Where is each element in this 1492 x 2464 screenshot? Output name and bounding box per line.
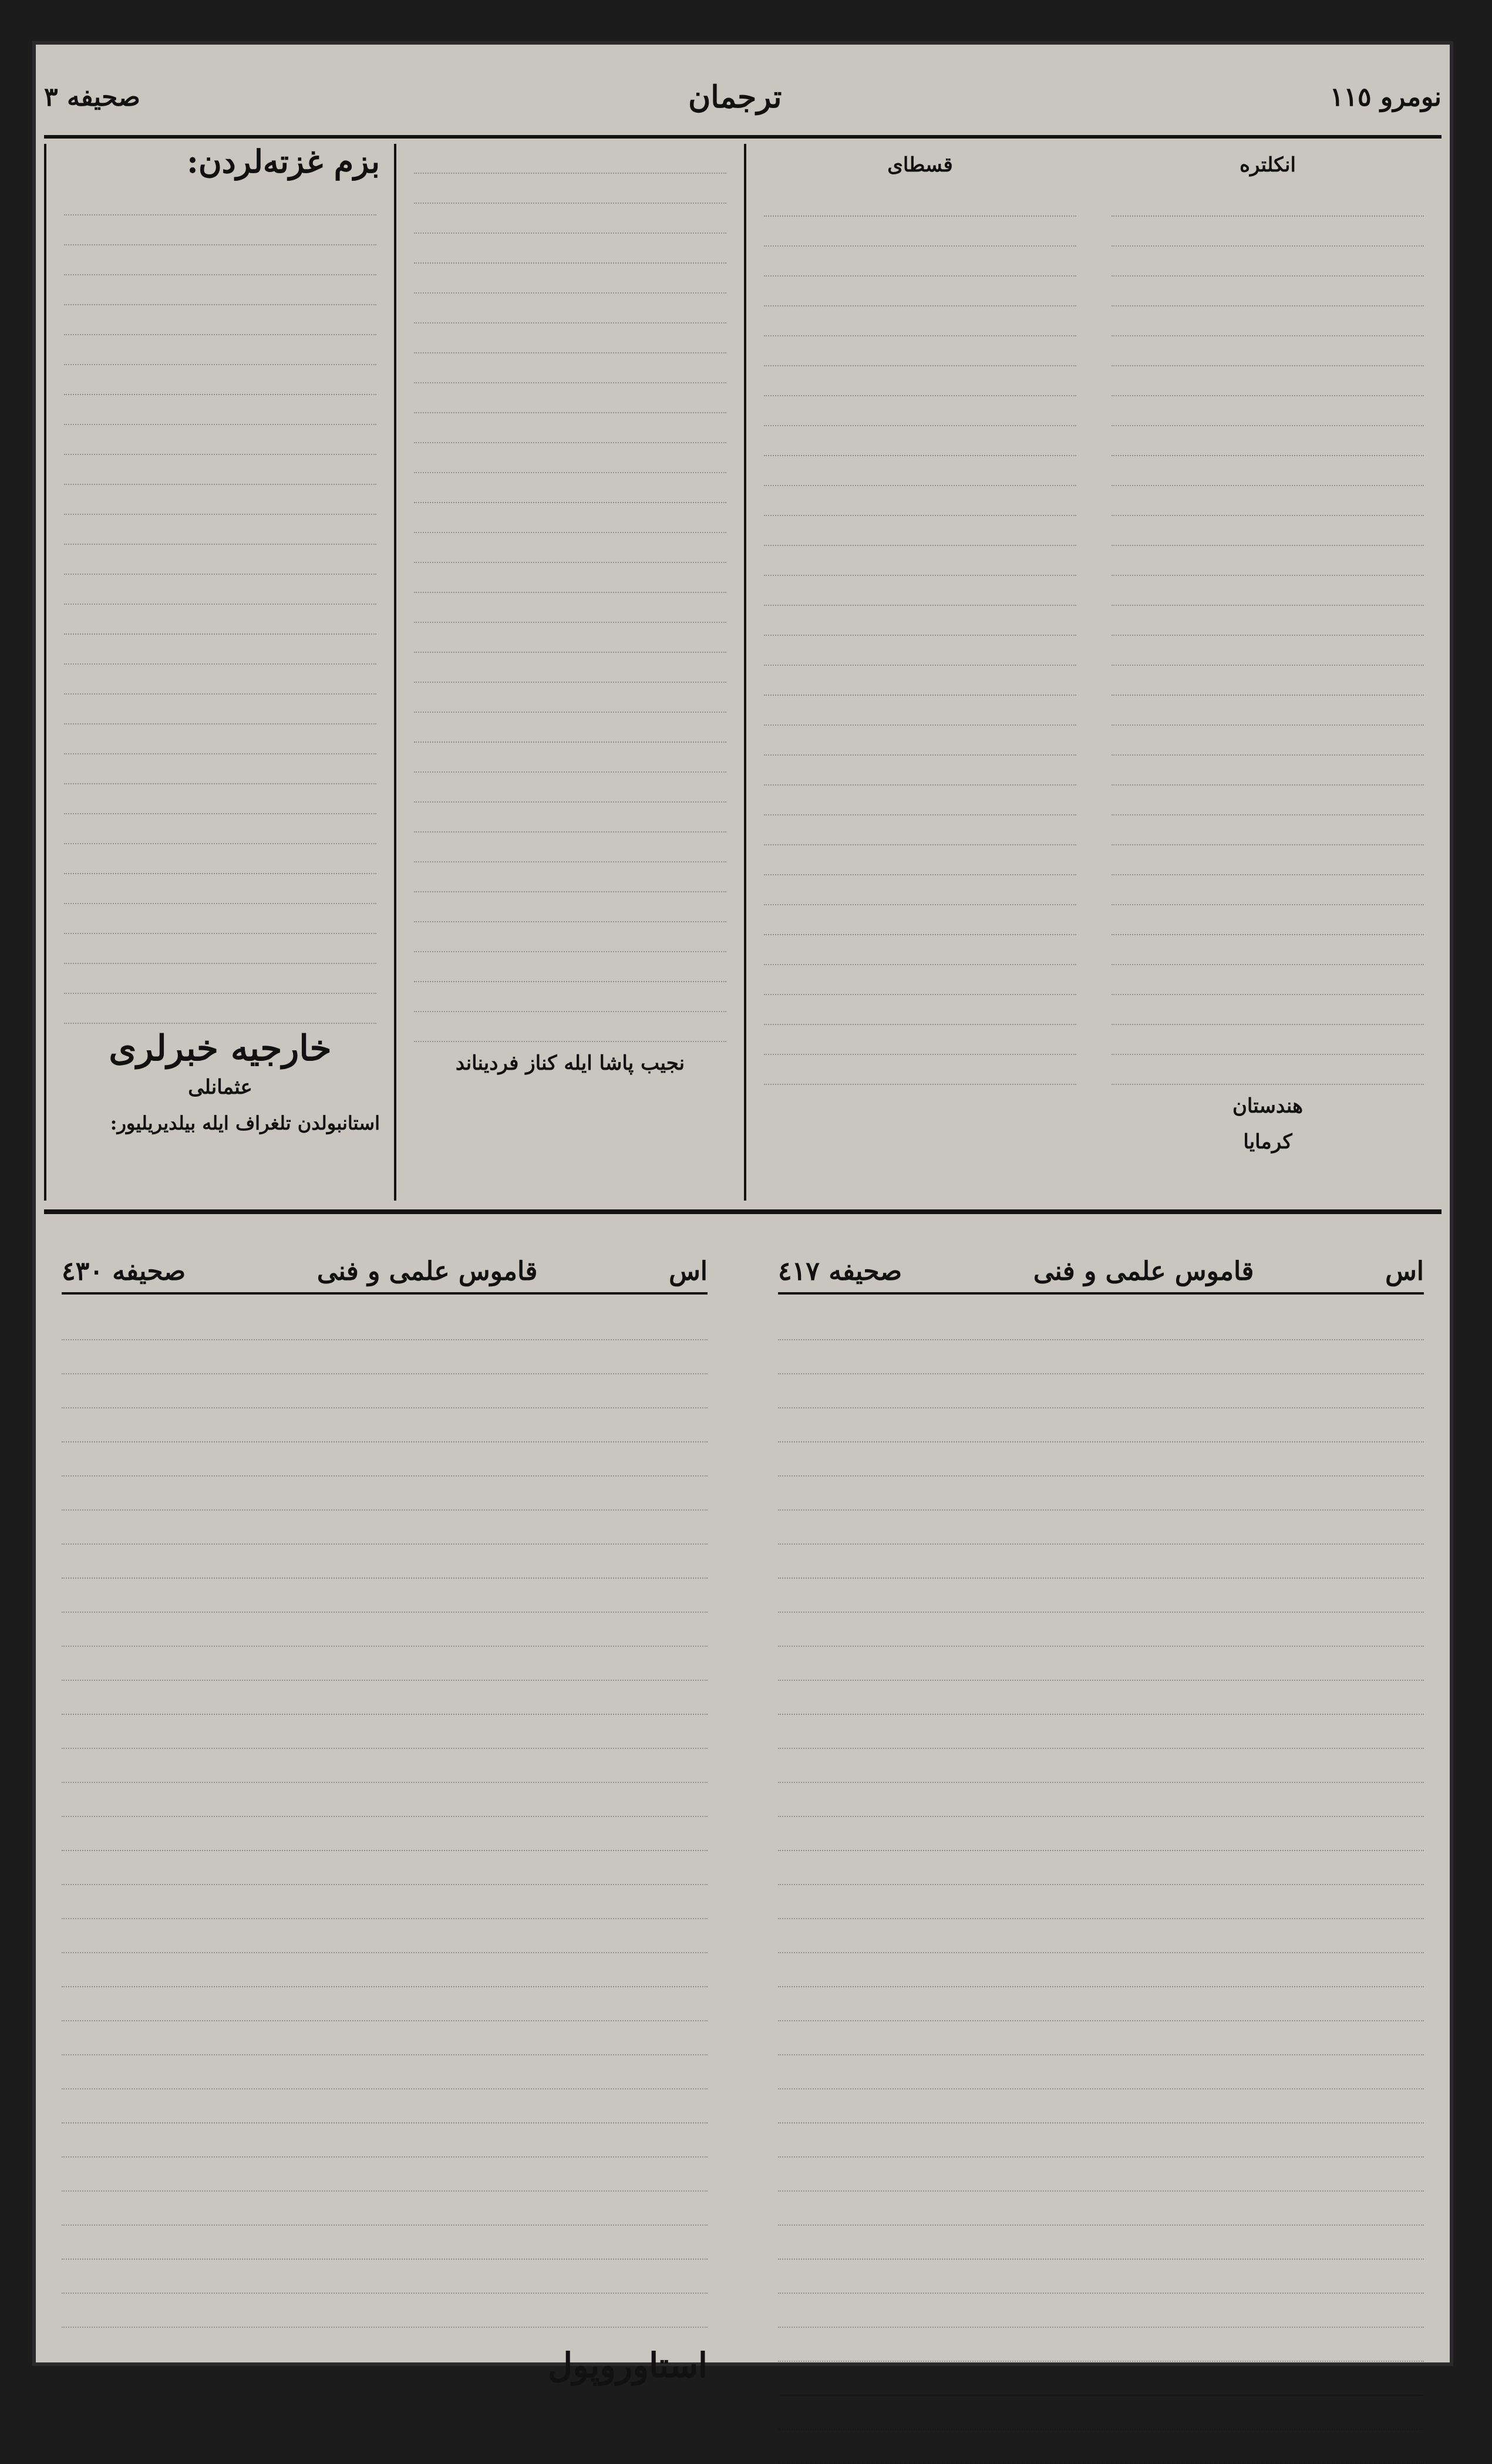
text-line xyxy=(62,2089,708,2123)
encyclopedia-header xyxy=(62,1256,708,1295)
text-line xyxy=(62,1987,708,2021)
text-line xyxy=(778,2158,1424,2192)
text-line xyxy=(778,2260,1424,2294)
newspaper-page xyxy=(32,41,1453,2385)
text-line xyxy=(1112,606,1424,636)
text-line xyxy=(414,803,726,832)
text-line xyxy=(778,1749,1424,1783)
text-line xyxy=(64,575,376,605)
text-line xyxy=(1112,366,1424,396)
text-line xyxy=(64,814,376,844)
bottom-pages xyxy=(44,1256,1442,2385)
foreign-news-title: خارجيه خبرلری xyxy=(109,1028,332,1069)
text-line xyxy=(1112,666,1424,696)
text-line xyxy=(1112,1025,1424,1055)
text-line xyxy=(414,413,726,443)
text-line xyxy=(62,2055,708,2089)
text-line xyxy=(1112,217,1424,247)
column-2 xyxy=(394,144,744,1201)
entry-subhead: استاوروپول xyxy=(547,2345,708,2385)
text-line xyxy=(414,563,726,593)
text-line xyxy=(1112,277,1424,306)
text-line xyxy=(764,306,1076,336)
text-line xyxy=(1112,546,1424,576)
text-line xyxy=(1112,187,1424,217)
text-line xyxy=(62,1579,708,1613)
column-1-body xyxy=(60,186,380,1024)
top-columns xyxy=(44,144,1442,1201)
text-line xyxy=(414,922,726,952)
text-line xyxy=(64,455,376,485)
text-line xyxy=(764,486,1076,516)
text-line xyxy=(764,546,1076,576)
text-line xyxy=(62,1408,708,1442)
text-line xyxy=(764,426,1076,456)
text-line xyxy=(414,862,726,892)
encyclopedia-body xyxy=(62,1306,708,2328)
text-line xyxy=(414,533,726,563)
text-line xyxy=(1112,636,1424,666)
text-line xyxy=(64,305,376,335)
text-line xyxy=(62,1749,708,1783)
text-line xyxy=(764,726,1076,756)
text-line xyxy=(778,1374,1424,1408)
text-line xyxy=(64,754,376,784)
text-line xyxy=(778,2226,1424,2260)
text-line xyxy=(62,1851,708,1885)
text-line xyxy=(764,456,1076,486)
text-line xyxy=(62,1817,708,1851)
text-line xyxy=(1112,576,1424,606)
encyclopedia-title: قاموس علمى و فنى xyxy=(1033,1256,1254,1286)
text-line xyxy=(1112,516,1424,546)
text-line xyxy=(764,217,1076,247)
text-line xyxy=(64,485,376,515)
text-line xyxy=(414,443,726,473)
entry-letters: اس xyxy=(1385,1256,1424,1286)
text-line xyxy=(778,1817,1424,1851)
section-crimea: كرمايا xyxy=(1243,1130,1292,1154)
encyclopedia-body xyxy=(778,1306,1424,2464)
text-line xyxy=(778,1647,1424,1681)
column-1 xyxy=(44,144,394,1201)
text-line xyxy=(1112,756,1424,786)
text-line xyxy=(778,1579,1424,1613)
text-line xyxy=(1112,815,1424,845)
text-line xyxy=(64,964,376,994)
encyclopedia-page-430 xyxy=(44,1256,725,2385)
text-line xyxy=(778,2192,1424,2226)
text-line xyxy=(62,1306,708,1340)
encyclopedia-page-417 xyxy=(760,1256,1442,2354)
text-line xyxy=(1112,965,1424,995)
text-line xyxy=(1112,336,1424,366)
text-line xyxy=(778,1340,1424,1374)
text-line xyxy=(64,425,376,455)
text-line xyxy=(1112,935,1424,965)
text-line xyxy=(778,1953,1424,1987)
text-line xyxy=(62,1545,708,1579)
news-head: نجيب پاشا ايله كناز فرديناند xyxy=(455,1051,685,1075)
text-line xyxy=(62,1511,708,1545)
telegraph-line: استانبولدن تلغراف ايله بيلديريليور: xyxy=(110,1112,380,1134)
text-line xyxy=(414,982,726,1012)
text-line xyxy=(414,144,726,174)
text-line xyxy=(778,1613,1424,1647)
text-line xyxy=(414,294,726,323)
text-line xyxy=(414,623,726,653)
text-line xyxy=(1112,845,1424,875)
text-line xyxy=(1112,905,1424,935)
text-line xyxy=(1112,486,1424,516)
text-line xyxy=(64,515,376,545)
text-line xyxy=(64,395,376,425)
text-line xyxy=(1112,396,1424,426)
text-line xyxy=(64,215,376,245)
newspaper-title: ترجمان xyxy=(688,79,782,115)
text-line xyxy=(414,473,726,503)
text-line xyxy=(764,756,1076,786)
text-line xyxy=(764,606,1076,636)
section-england: انكلتره xyxy=(1240,153,1296,177)
text-line xyxy=(64,934,376,964)
column-3 xyxy=(744,144,1094,1201)
text-line xyxy=(778,1511,1424,1545)
text-line xyxy=(778,2430,1424,2464)
header-rule xyxy=(44,135,1442,139)
ottoman-subhead: عثمانلی xyxy=(188,1076,252,1099)
text-line xyxy=(64,665,376,695)
text-line xyxy=(414,204,726,234)
text-line xyxy=(764,875,1076,905)
text-line xyxy=(414,832,726,862)
text-line xyxy=(778,2089,1424,2123)
text-line xyxy=(62,1919,708,1953)
text-line xyxy=(414,952,726,982)
text-line xyxy=(62,1613,708,1647)
text-line xyxy=(62,2158,708,2192)
encyclopedia-header xyxy=(778,1256,1424,1295)
text-line xyxy=(778,1306,1424,1340)
text-line xyxy=(764,247,1076,277)
text-line xyxy=(778,2294,1424,2328)
text-line xyxy=(1112,1055,1424,1085)
text-line xyxy=(64,724,376,754)
text-line xyxy=(414,383,726,413)
text-line xyxy=(64,784,376,814)
text-line xyxy=(62,2123,708,2158)
encyclopedia-page-number: صحيفه ٤١٧ xyxy=(778,1256,902,1286)
entry-letters: اس xyxy=(669,1256,708,1286)
text-line xyxy=(778,1885,1424,1919)
encyclopedia-title: قاموس علمى و فنى xyxy=(316,1256,538,1286)
text-line xyxy=(778,1442,1424,1477)
text-line xyxy=(778,2362,1424,2396)
column-title: بزم غزته‌لردن: xyxy=(187,144,380,180)
text-line xyxy=(764,516,1076,546)
text-line xyxy=(64,186,376,215)
text-line xyxy=(1112,306,1424,336)
section-head: قسطای xyxy=(887,153,953,177)
text-line xyxy=(62,2192,708,2226)
text-line xyxy=(64,605,376,635)
text-line xyxy=(1112,875,1424,905)
text-line xyxy=(64,275,376,305)
text-line xyxy=(414,713,726,743)
text-line xyxy=(764,905,1076,935)
text-line xyxy=(414,593,726,623)
text-line xyxy=(778,2055,1424,2089)
text-line xyxy=(64,695,376,724)
fold-rule xyxy=(44,1209,1442,1214)
text-line xyxy=(64,904,376,934)
text-line xyxy=(764,935,1076,965)
text-line xyxy=(414,743,726,773)
text-line xyxy=(1112,726,1424,756)
text-line xyxy=(778,1715,1424,1749)
text-line xyxy=(414,174,726,204)
text-line xyxy=(764,786,1076,815)
text-line xyxy=(64,545,376,575)
text-line xyxy=(764,965,1076,995)
text-line xyxy=(64,844,376,874)
text-line xyxy=(62,1715,708,1749)
text-line xyxy=(778,1783,1424,1817)
text-line xyxy=(62,1442,708,1477)
text-line xyxy=(1112,247,1424,277)
text-line xyxy=(764,995,1076,1025)
text-line xyxy=(414,264,726,294)
text-line xyxy=(414,234,726,264)
text-line xyxy=(62,1647,708,1681)
text-line xyxy=(764,1055,1076,1085)
text-line xyxy=(1112,696,1424,726)
text-line xyxy=(414,503,726,533)
text-line xyxy=(778,2328,1424,2362)
text-line xyxy=(778,2123,1424,2158)
text-line xyxy=(764,636,1076,666)
text-line xyxy=(414,683,726,713)
text-line xyxy=(64,635,376,665)
column-4-body xyxy=(1108,187,1427,1085)
text-line xyxy=(778,1851,1424,1885)
column-4 xyxy=(1094,144,1442,1201)
text-line xyxy=(64,245,376,275)
text-line xyxy=(1112,426,1424,456)
text-line xyxy=(62,1783,708,1817)
text-line xyxy=(414,323,726,353)
text-line xyxy=(62,1374,708,1408)
text-line xyxy=(778,1545,1424,1579)
text-line xyxy=(62,2260,708,2294)
text-line xyxy=(414,1012,726,1042)
page-number: صحيفه ٣ xyxy=(44,82,140,112)
text-line xyxy=(778,2021,1424,2055)
text-line xyxy=(62,1477,708,1511)
text-line xyxy=(778,1477,1424,1511)
text-line xyxy=(764,666,1076,696)
text-line xyxy=(764,366,1076,396)
column-3-body xyxy=(760,187,1080,1085)
text-line xyxy=(764,845,1076,875)
text-line xyxy=(414,653,726,683)
text-line xyxy=(1112,786,1424,815)
text-line xyxy=(62,2226,708,2260)
text-line xyxy=(1112,995,1424,1025)
text-line xyxy=(1112,456,1424,486)
text-line xyxy=(764,277,1076,306)
text-line xyxy=(62,1953,708,1987)
column-2-body xyxy=(410,144,730,1042)
text-line xyxy=(414,773,726,803)
text-line xyxy=(64,874,376,904)
text-line xyxy=(64,994,376,1024)
text-line xyxy=(764,336,1076,366)
text-line xyxy=(64,365,376,395)
text-line xyxy=(414,892,726,922)
text-line xyxy=(778,1987,1424,2021)
section-india: هندستان xyxy=(1232,1094,1304,1118)
masthead xyxy=(44,65,1442,129)
text-line xyxy=(414,353,726,383)
text-line xyxy=(764,696,1076,726)
text-line xyxy=(778,1681,1424,1715)
text-line xyxy=(62,1681,708,1715)
encyclopedia-page-number: صحيفه ٤٣٠ xyxy=(62,1256,186,1286)
text-line xyxy=(778,2396,1424,2430)
text-line xyxy=(62,2294,708,2328)
text-line xyxy=(62,2021,708,2055)
text-line xyxy=(778,1919,1424,1953)
text-line xyxy=(778,1408,1424,1442)
text-line xyxy=(764,187,1076,217)
text-line xyxy=(764,576,1076,606)
text-line xyxy=(62,1340,708,1374)
text-line xyxy=(764,396,1076,426)
text-line xyxy=(764,815,1076,845)
text-line xyxy=(764,1025,1076,1055)
issue-number: نومرو ١١٥ xyxy=(1329,82,1442,112)
text-line xyxy=(64,335,376,365)
text-line xyxy=(62,1885,708,1919)
